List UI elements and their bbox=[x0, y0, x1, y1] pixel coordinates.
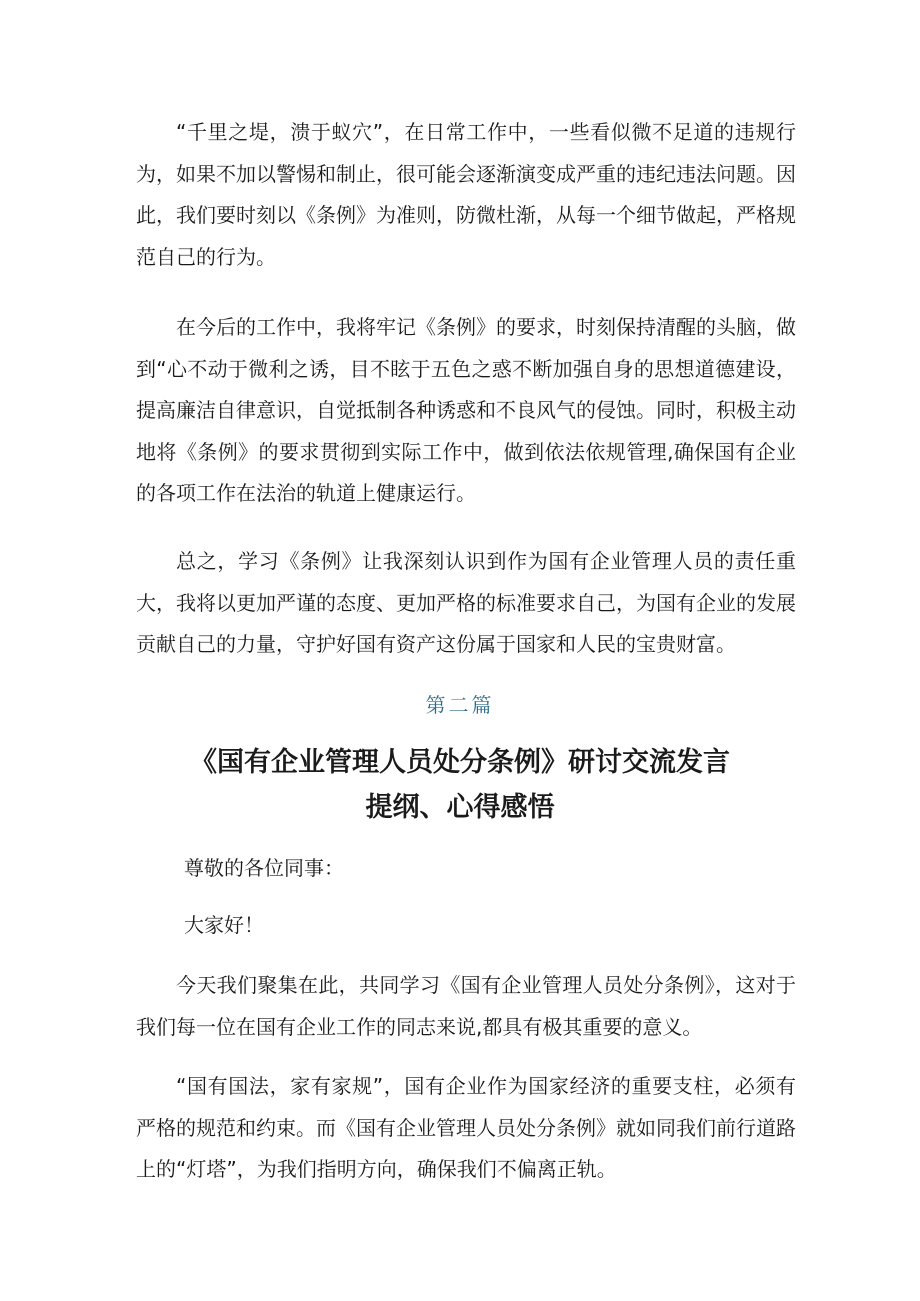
paragraph-gathering: 今天我们聚集在此，共同学习《国有企业管理人员处分条例》，这对于我们每一位在国有企业工作的同志来说,都具有极其重要的意义。 bbox=[136, 973, 796, 1039]
document-title-line1: 《国有企业管理人员处分条例》研讨交流发言 bbox=[190, 747, 730, 778]
paragraph-future-work: 在今后的工作中，我将牢记《条例》的要求，时刻保持清醒的头脑，做到“心不动于微利之诱，目不眩于五色之惑不断加强自身的思想道德建设，提高廉洁自律意识，自觉抵制各种诱惑和不良风气的侵蚀。同时，积极主动地将《条例》的要求贯彻到实际工作中，做到依法依规管理,确保国有企业的各项工作在法治的轨道上健康运行。 bbox=[136, 315, 796, 505]
document-title-line2: 提纲、心得感悟 bbox=[365, 792, 555, 823]
greeting: 大家好！ bbox=[184, 913, 264, 937]
paragraph-rules: “国有国法，家有家规”，国有企业作为国家经济的重要支柱，必须有严格的规范和约束。而《国有企业管理人员处分条例》就如同我们前行道路上的“灯塔”，为我们指明方向，确保我们不偏离正轨。 bbox=[136, 1074, 796, 1181]
salutation: 尊敬的各位同事： bbox=[184, 856, 344, 880]
paragraph-prevention: “千里之堤，溃于蚁穴”，在日常工作中，一些看似微不足道的违规行为，如果不加以警惕和制止，很可能会逐渐演变成严重的违纪违法问题。因此，我们要时刻以《条例》为准则，防微杜渐，从每一个细节做起，严格规范自己的行为。 bbox=[136, 120, 796, 269]
section-label: 第二篇 bbox=[425, 693, 495, 717]
paragraph-conclusion: 总之，学习《条例》让我深刻认识到作为国有企业管理人员的责任重大，我将以更加严谨的态度、更加严格的标准要求自己，为国有企业的发展贡献自己的力量，守护好国有资产这份属于国家和人民的宝贵财富。 bbox=[136, 549, 796, 656]
